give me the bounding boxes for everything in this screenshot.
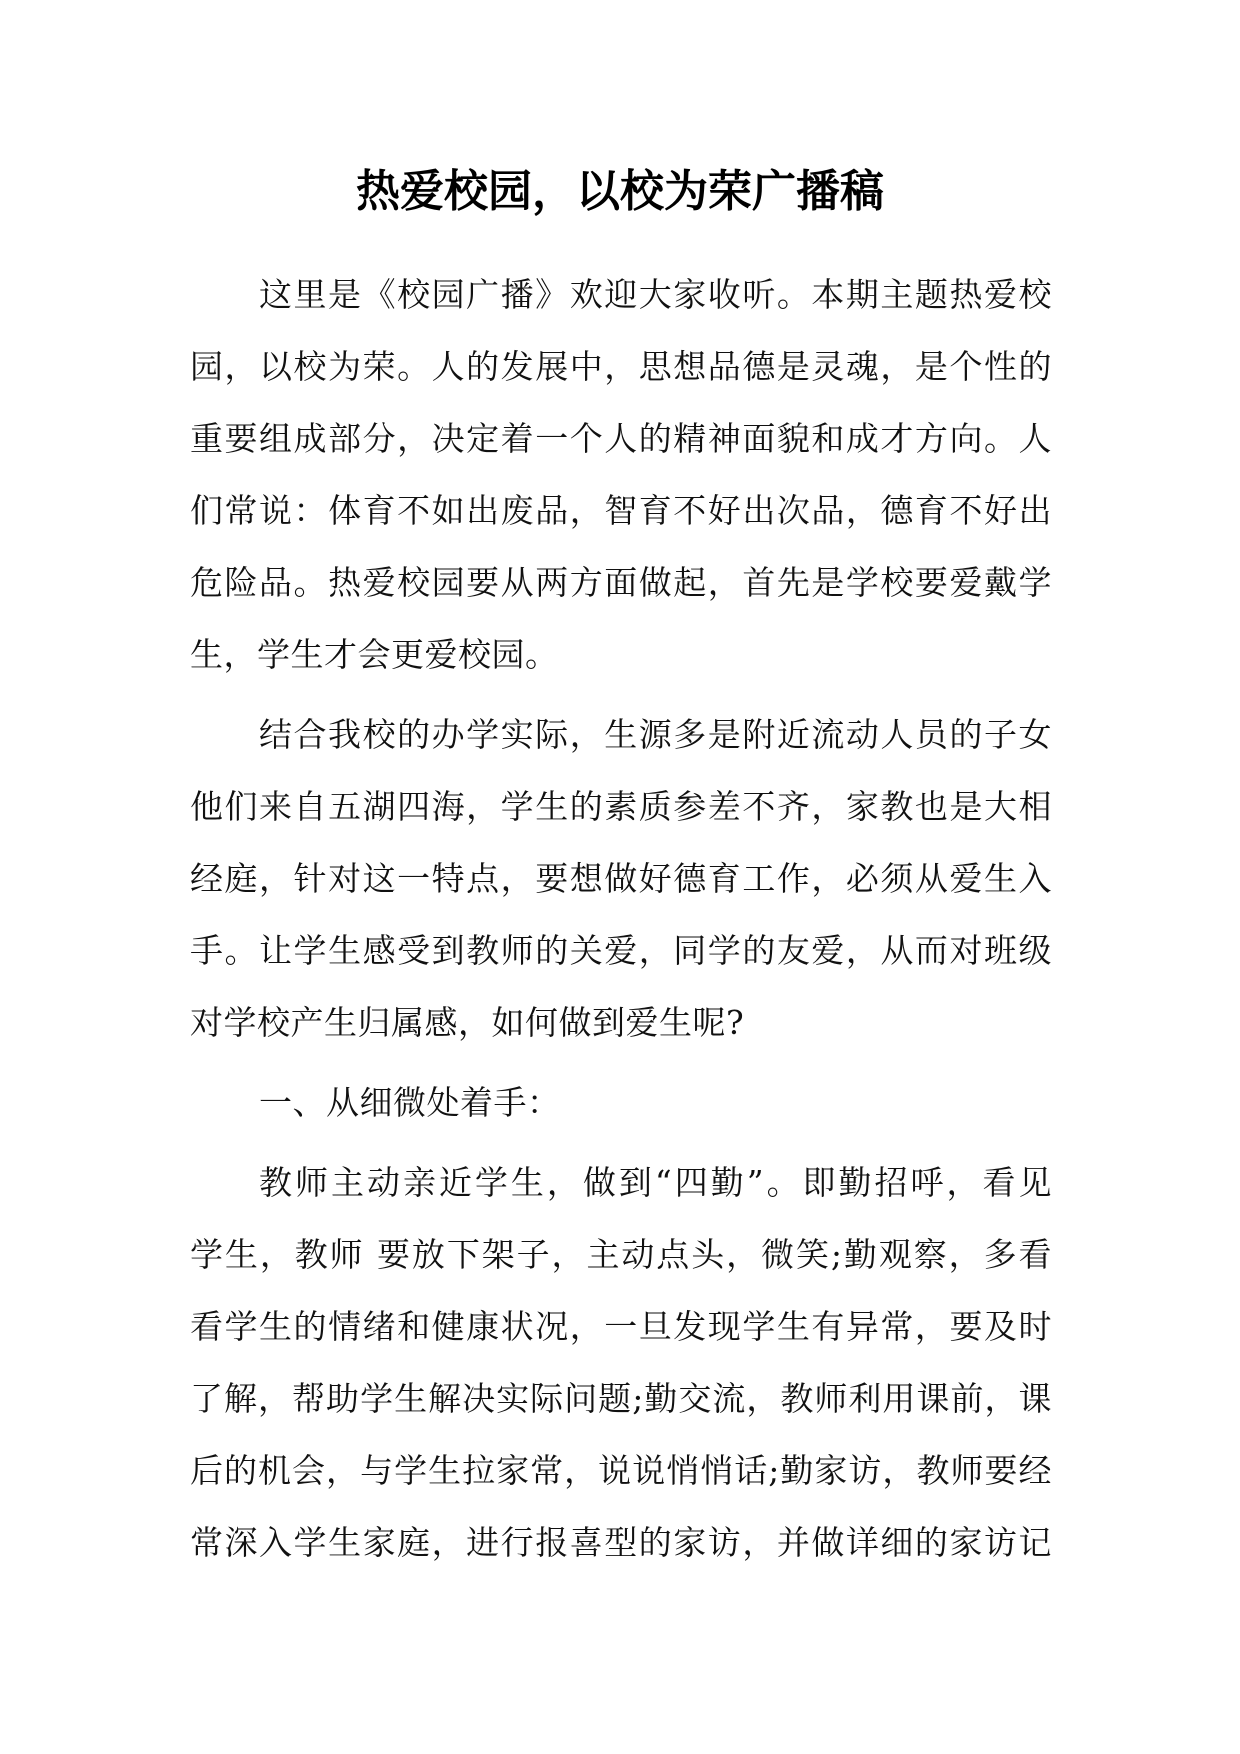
text-line: 经庭，针对这一特点，要想做好德育工作，必须从爱生入 xyxy=(190,859,1052,898)
text-line: 危险品。热爱校园要从两方面做起，首先是学校要爱戴学 xyxy=(190,563,1052,602)
text-line: 手。让学生感受到教师的关爱，同学的友爱，从而对班级 xyxy=(190,931,1052,970)
text-line: 看学生的情绪和健康状况，一旦发现学生有异常，要及时 xyxy=(190,1307,1052,1346)
text-line: 后的机会，与学生拉家常，说说悄悄话;勤家访，教师要经 xyxy=(190,1451,1052,1490)
text-line: 们常说：体育不如出废品，智育不好出次品，德育不好出 xyxy=(190,491,1052,530)
document-body xyxy=(190,259,1052,1579)
text-line: 重要组成部分，决定着一个人的精神面貌和成才方向。人 xyxy=(190,419,1052,458)
section-heading: 一、从细微处着手： xyxy=(259,1083,561,1122)
text-line: 这里是《校园广播》欢迎大家收听。本期主题热爱校 xyxy=(259,275,1052,314)
text-line: 生，学生才会更爱校园。 xyxy=(190,635,559,674)
text-line: 结合我校的办学实际，生源多是附近流动人员的子女 xyxy=(259,715,1052,754)
text-line: 他们来自五湖四海，学生的素质参差不齐，家教也是大相 xyxy=(190,787,1052,826)
text-line: 常深入学生家庭，进行报喜型的家访，并做详细的家访记 xyxy=(190,1523,1052,1562)
text-line: 了解，帮助学生解决实际问题;勤交流，教师利用课前，课 xyxy=(190,1379,1052,1418)
text-line: 教师主动亲近学生，做到“四勤”。即勤招呼，看见 xyxy=(259,1163,1052,1202)
text-line: 学生，教师 要放下架子，主动点头，微笑;勤观察，多看 xyxy=(190,1235,1052,1274)
text-line: 对学校产生归属感，如何做到爱生呢? xyxy=(190,1003,745,1042)
text-line: 园，以校为荣。人的发展中，思想品德是灵魂，是个性的 xyxy=(190,347,1052,386)
document-title: 热爱校园，以校为荣广播稿 xyxy=(356,166,884,217)
